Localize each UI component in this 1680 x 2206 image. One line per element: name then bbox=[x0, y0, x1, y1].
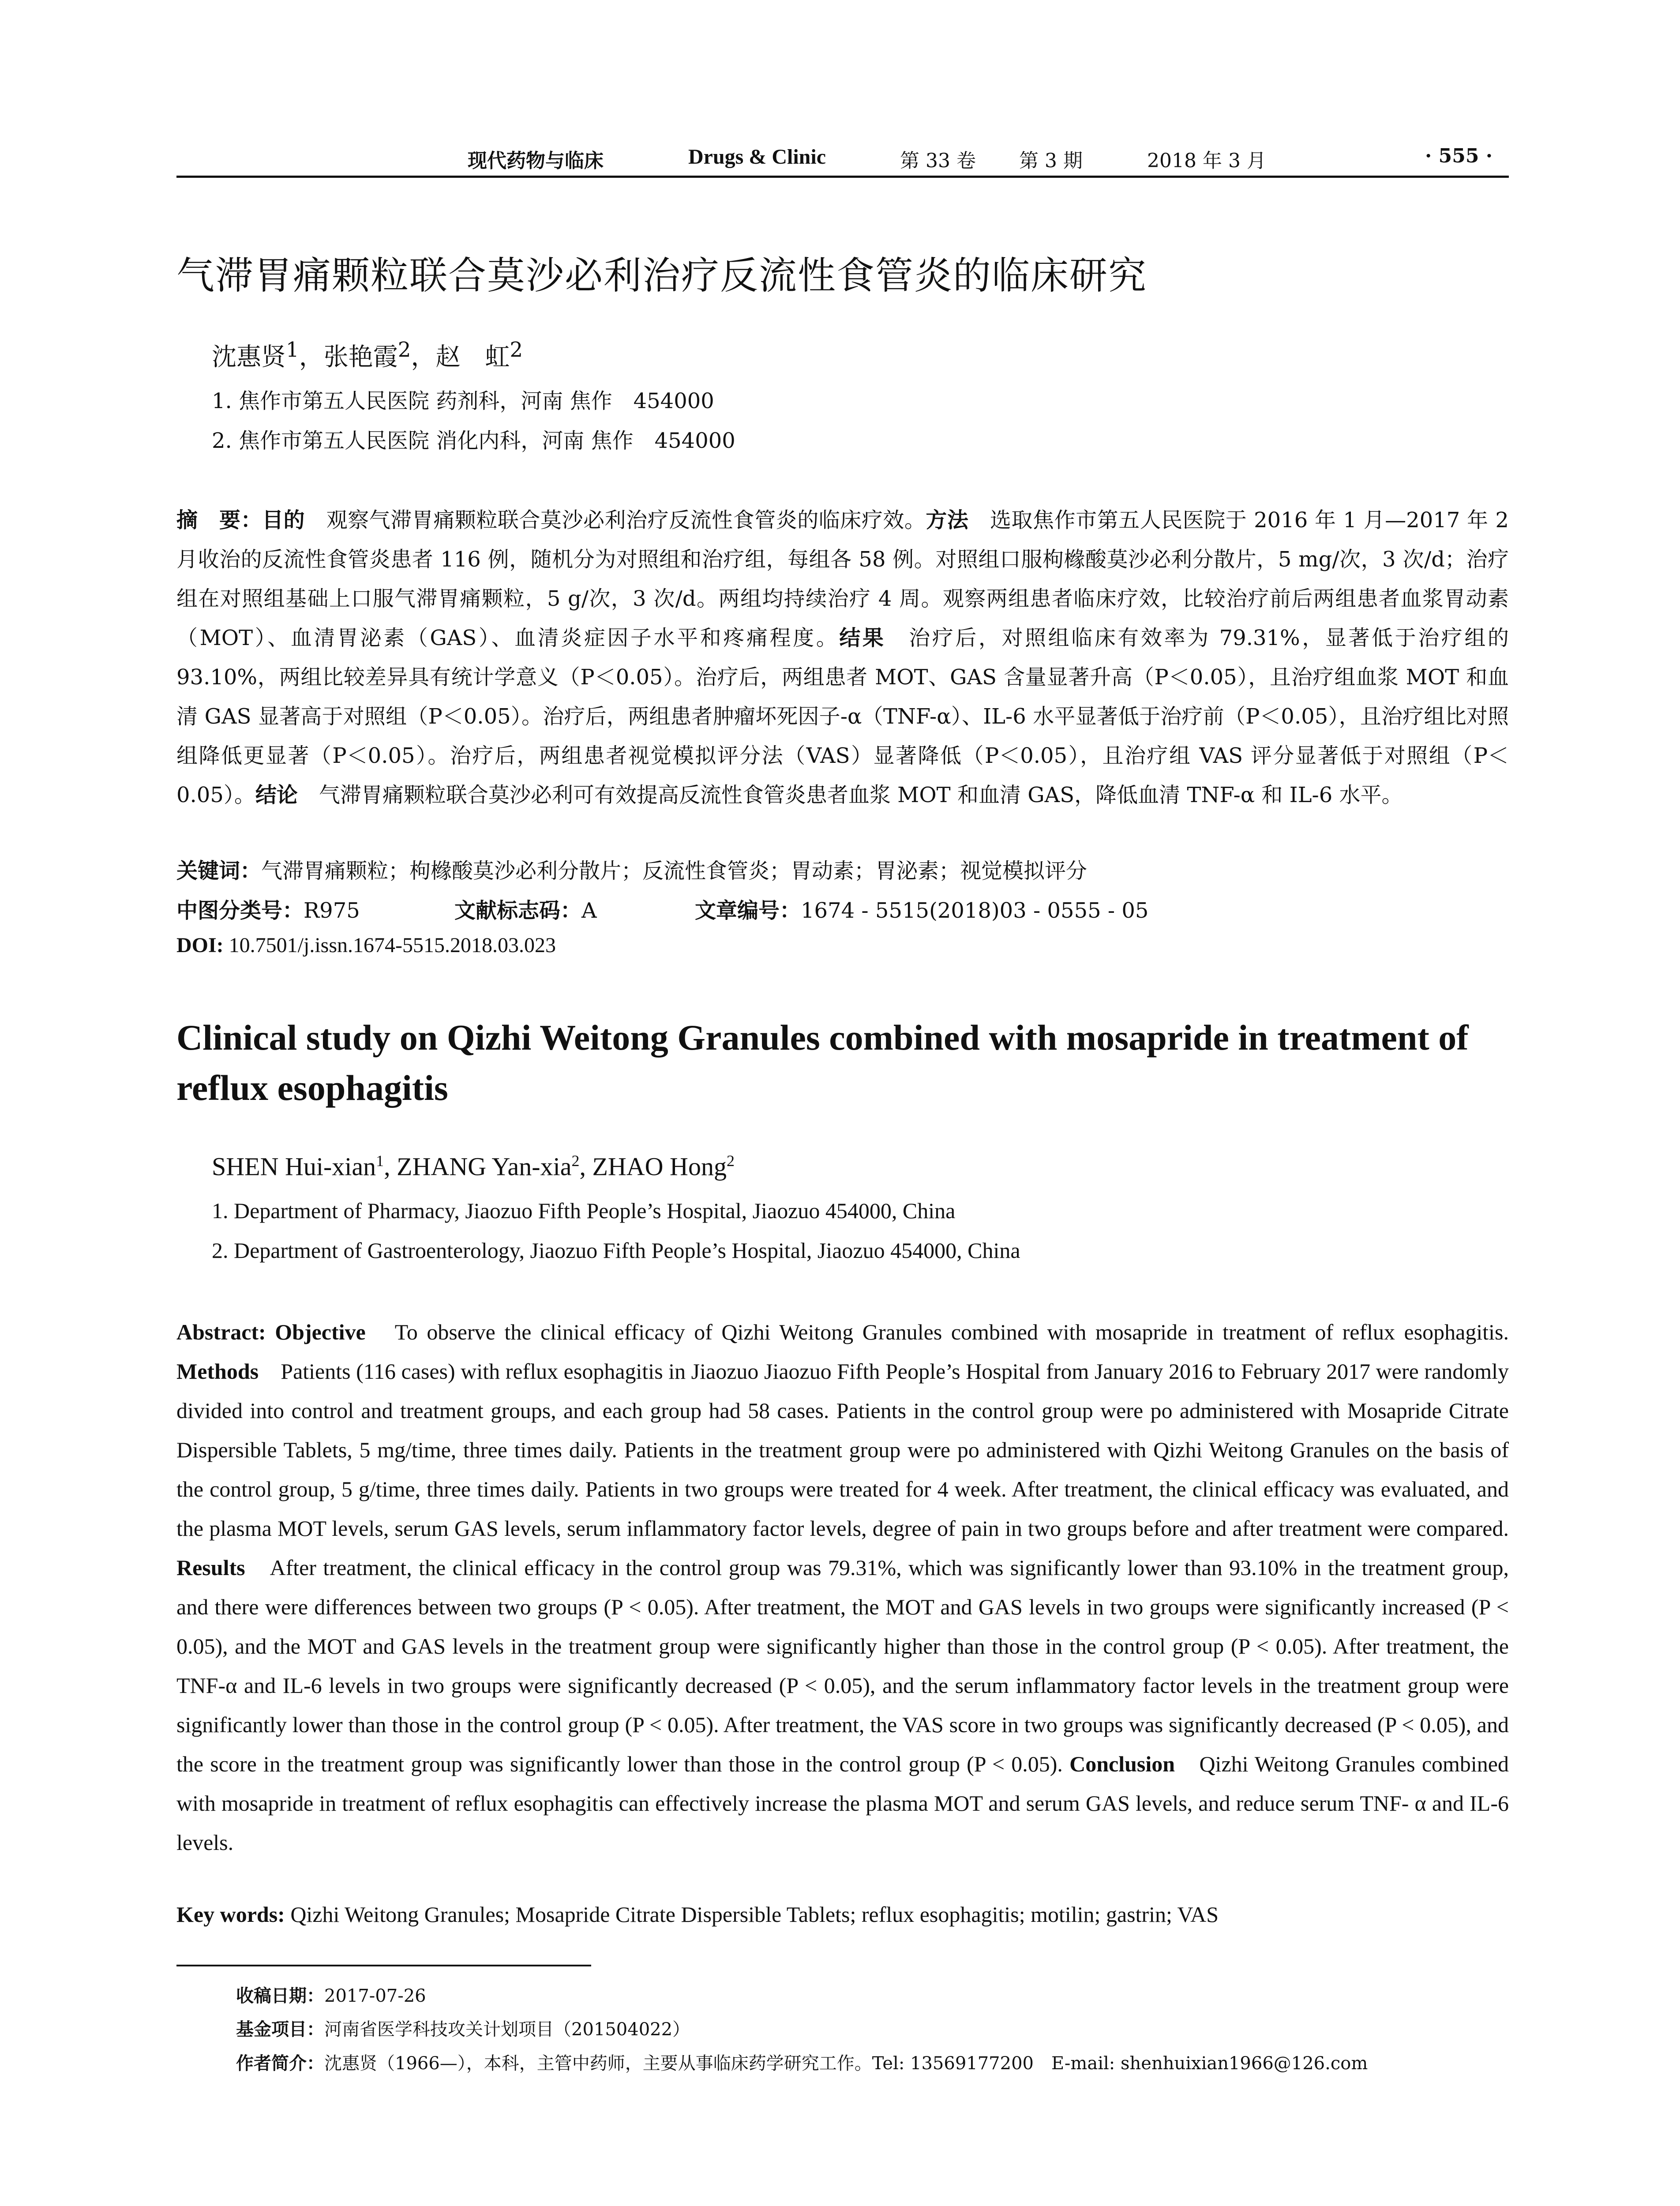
objective-label-en: Objective bbox=[275, 1320, 366, 1344]
results-label-en: Results bbox=[176, 1555, 245, 1580]
received-label: 收稿日期： bbox=[236, 1986, 324, 2006]
author-affiliation-mark: 1 bbox=[286, 338, 299, 362]
results-label: 结果 bbox=[839, 626, 886, 650]
affiliation-en-1: 1. Department of Pharmacy, Jiaozuo Fifth People’s Hospital, Jiaozuo 454000, China bbox=[212, 1198, 956, 1223]
article-no-label: 文章编号： bbox=[695, 898, 801, 923]
authors-en bbox=[212, 1152, 735, 1181]
author-cn: 赵 虹 bbox=[435, 343, 510, 371]
issue-date: 2018 年 3 月 bbox=[1147, 150, 1266, 172]
journal-name-en: Drugs & Clinic bbox=[688, 145, 826, 169]
received-date: 2017-07-26 bbox=[324, 1986, 426, 2006]
doc-code-label: 文献标志码： bbox=[454, 898, 582, 923]
conclusion-label: 结论 bbox=[255, 783, 298, 807]
title-en: Clinical study on Qizhi Weitong Granules combined with mosapride in treatment of reflux esophagitis bbox=[176, 1017, 1469, 1108]
author-affiliation-mark: 2 bbox=[726, 1152, 735, 1170]
abstract-cn bbox=[176, 501, 1509, 815]
footnote-rule bbox=[176, 1965, 591, 1966]
author-affiliation-mark: 2 bbox=[510, 338, 523, 362]
keywords-cn bbox=[176, 854, 1087, 884]
keywords-text: 气滞胃痛颗粒；枸橼酸莫沙必利分散片；反流性食管炎；胃动素；胃泌素；视觉模拟评分 bbox=[261, 859, 1088, 883]
objective-text-en: To observe the clinical efficacy of Qizhi Weitong Granules combined with mosapride in treatment of reflux esophagitis. bbox=[365, 1320, 1509, 1344]
author-cn: 张艳霞 bbox=[323, 343, 398, 371]
doi bbox=[176, 933, 556, 957]
abstract-label-en: Abstract: bbox=[176, 1320, 266, 1344]
author-affiliation-mark: 2 bbox=[398, 338, 411, 362]
fund-text: 河南省医学科技攻关计划项目（201504022） bbox=[324, 2019, 690, 2040]
methods-text-en: Patients (116 cases) with reflux esophagitis in Jiaozuo Jiaozuo Fifth People’s Hospital from January 2016 to February 2017 were randomly divided into control and treatment groups, and each group had 58 cases. Patients in the control group were po administered with Mosapride Citrate Dispersible Tablets, 5 mg/time, three times daily. Patients in the treatment group were po administered with Qizhi Weitong Granules on the basis of the control group, 5 g/time, three times daily. Patients in two groups were treated for 4 week. After treatment, the clinical efficacy was evaluated, and the plasma MOT levels, serum GAS levels, serum inflammatory factor levels, degree of pain in two groups before and after treatment were compared. bbox=[176, 1359, 1509, 1541]
conclusion-text: 气滞胃痛颗粒联合莫沙必利可有效提高反流性食管炎患者血浆 MOT 和血清 GAS，降低血清 TNF-α 和 IL-6 水平。 bbox=[297, 783, 1403, 807]
abstract-en bbox=[176, 1313, 1509, 1862]
title-cn: 气滞胃痛颗粒联合莫沙必利治疗反流性食管炎的临床研究 bbox=[176, 254, 1147, 298]
author-affiliation-mark: 1 bbox=[376, 1152, 384, 1170]
affiliation-cn-2: 2. 焦作市第五人民医院 消化内科，河南 焦作 454000 bbox=[212, 428, 735, 453]
fund-label: 基金项目： bbox=[236, 2019, 324, 2040]
results-text: 治疗后，对照组临床有效率为 79.31%，显著低于治疗组的 93.10%，两组比较差异具有统计学意义（P＜0.05）。治疗后，两组患者 MOT、GAS 含量显著升高（P＜0.05），且治疗组血浆 MOT 和血清 GAS 显著高于对照组（P＜0.05）。治疗后，两组患者肿瘤坏死因子-α（TNF-α）、IL-6 水平显著低于治疗前（P＜0.05），且治疗组比对照组降低更显著（P＜0.05）。治疗后，两组患者视觉模拟评分法（VAS）显著降低（P＜0.05），且治疗组 VAS 评分显著低于对照组（P＜0.05）。 bbox=[176, 626, 1509, 807]
document-code bbox=[454, 893, 597, 924]
conclusion-text-en: Qizhi Weitong Granules combined with mosapride in treatment of reflux esophagitis can effectively increase the plasma MOT and serum GAS levels, and reduce serum TNF- α and IL-6 levels. bbox=[176, 1752, 1509, 1855]
clc-label: 中图分类号： bbox=[176, 898, 304, 923]
author-en: ZHAO Hong bbox=[592, 1152, 727, 1181]
keywords-label: 关键词： bbox=[176, 859, 262, 883]
doi-link[interactable]: 10.7501/j.issn.1674-5515.2018.03.023 bbox=[223, 934, 556, 957]
footnote-fund bbox=[236, 2015, 690, 2041]
doi-label: DOI: bbox=[176, 934, 224, 957]
footnote-author bbox=[236, 2049, 1368, 2075]
keywords-text-en: Qizhi Weitong Granules; Mosapride Citrate Dispersible Tablets; reflux esophagitis; motilin; gastrin; VAS bbox=[285, 1902, 1219, 1927]
header-rule bbox=[176, 176, 1509, 178]
keywords-en bbox=[176, 1902, 1219, 1927]
abstract-label: 摘 要： bbox=[176, 508, 262, 533]
footnote-received bbox=[236, 1982, 426, 2007]
author-separator: , bbox=[384, 1152, 397, 1181]
article-number bbox=[695, 893, 1148, 924]
affiliation-en-2: 2. Department of Gastroenterology, Jiaozuo Fifth People’s Hospital, Jiaozuo 454000, China bbox=[212, 1238, 1020, 1263]
author-separator: , bbox=[579, 1152, 592, 1181]
objective-text: 观察气滞胃痛颗粒联合莫沙必利治疗反流性食管炎的临床疗效。 bbox=[305, 508, 926, 533]
author-en: SHEN Hui-xian bbox=[212, 1152, 376, 1181]
author-bio-text: 沈惠贤（1966—），本科，主管中药师，主要从事临床药学研究工作。Tel: 13569177200 E-mail: shenhuixian1966@126.com bbox=[324, 2053, 1368, 2074]
keywords-label-en: Key words: bbox=[176, 1902, 285, 1927]
article-no-value: 1674 - 5515(2018)03 - 0555 - 05 bbox=[801, 898, 1149, 923]
author-bio-label: 作者简介： bbox=[236, 2053, 324, 2074]
methods-text: 选取焦作市第五人民医院于 2016 年 1 月—2017 年 2 月收治的反流性食管炎患者 116 例，随机分为对照组和治疗组，每组各 58 例。对照组口服枸橼酸莫沙必利分散片，5 mg/次，3 次/d；治疗组在对照组基础上口服气滞胃痛颗粒，5 g/次，3 次/d。两组均持续治疗 4 周。观察两组患者临床疗效，比较治疗前后两组患者血浆胃动素（MOT）、血清胃泌素（GAS）、血清炎症因子水平和疼痛程度。 bbox=[176, 508, 1509, 650]
author-separator: ， bbox=[411, 343, 436, 371]
author-en: ZHANG Yan-xia bbox=[397, 1152, 572, 1181]
doc-code-value: A bbox=[581, 898, 597, 923]
volume: 第 33 卷 bbox=[900, 150, 976, 172]
authors-cn bbox=[212, 338, 523, 373]
author-affiliation-mark: 2 bbox=[571, 1152, 580, 1170]
page-number: · 555 · bbox=[1425, 145, 1493, 167]
classification-row bbox=[176, 893, 360, 924]
author-cn: 沈惠贤 bbox=[212, 343, 286, 371]
issue: 第 3 期 bbox=[1019, 150, 1083, 172]
author-separator: ， bbox=[299, 343, 324, 371]
objective-label: 目的 bbox=[262, 508, 305, 533]
conclusion-label-en: Conclusion bbox=[1069, 1752, 1175, 1776]
affiliation-cn-1: 1. 焦作市第五人民医院 药剂科，河南 焦作 454000 bbox=[212, 389, 714, 413]
journal-name-cn: 现代药物与临床 bbox=[468, 150, 604, 172]
results-text-en: After treatment, the clinical efficacy in the control group was 79.31%, which was significantly lower than 93.10% in the treatment group, and there were differences between two groups (P < 0.05). After treatment, the MOT and GAS levels in two groups were significantly increased (P < 0.05), and the MOT and GAS levels in the treatment group were significantly higher than those in the control group (P < 0.05). After treatment, the TNF-α and IL-6 levels in two groups were significantly decreased (P < 0.05), and the serum inflammatory factor levels in the treatment group were significantly lower than those in the control group (P < 0.05). After treatment, the VAS score in two groups was significantly decreased (P < 0.05), and the score in the treatment group was significantly lower than those in the control group (P < 0.05). bbox=[176, 1555, 1509, 1776]
methods-label-en: Methods bbox=[176, 1359, 259, 1384]
clc-value: R975 bbox=[304, 898, 360, 923]
methods-label: 方法 bbox=[926, 508, 969, 533]
running-header bbox=[176, 140, 1509, 176]
